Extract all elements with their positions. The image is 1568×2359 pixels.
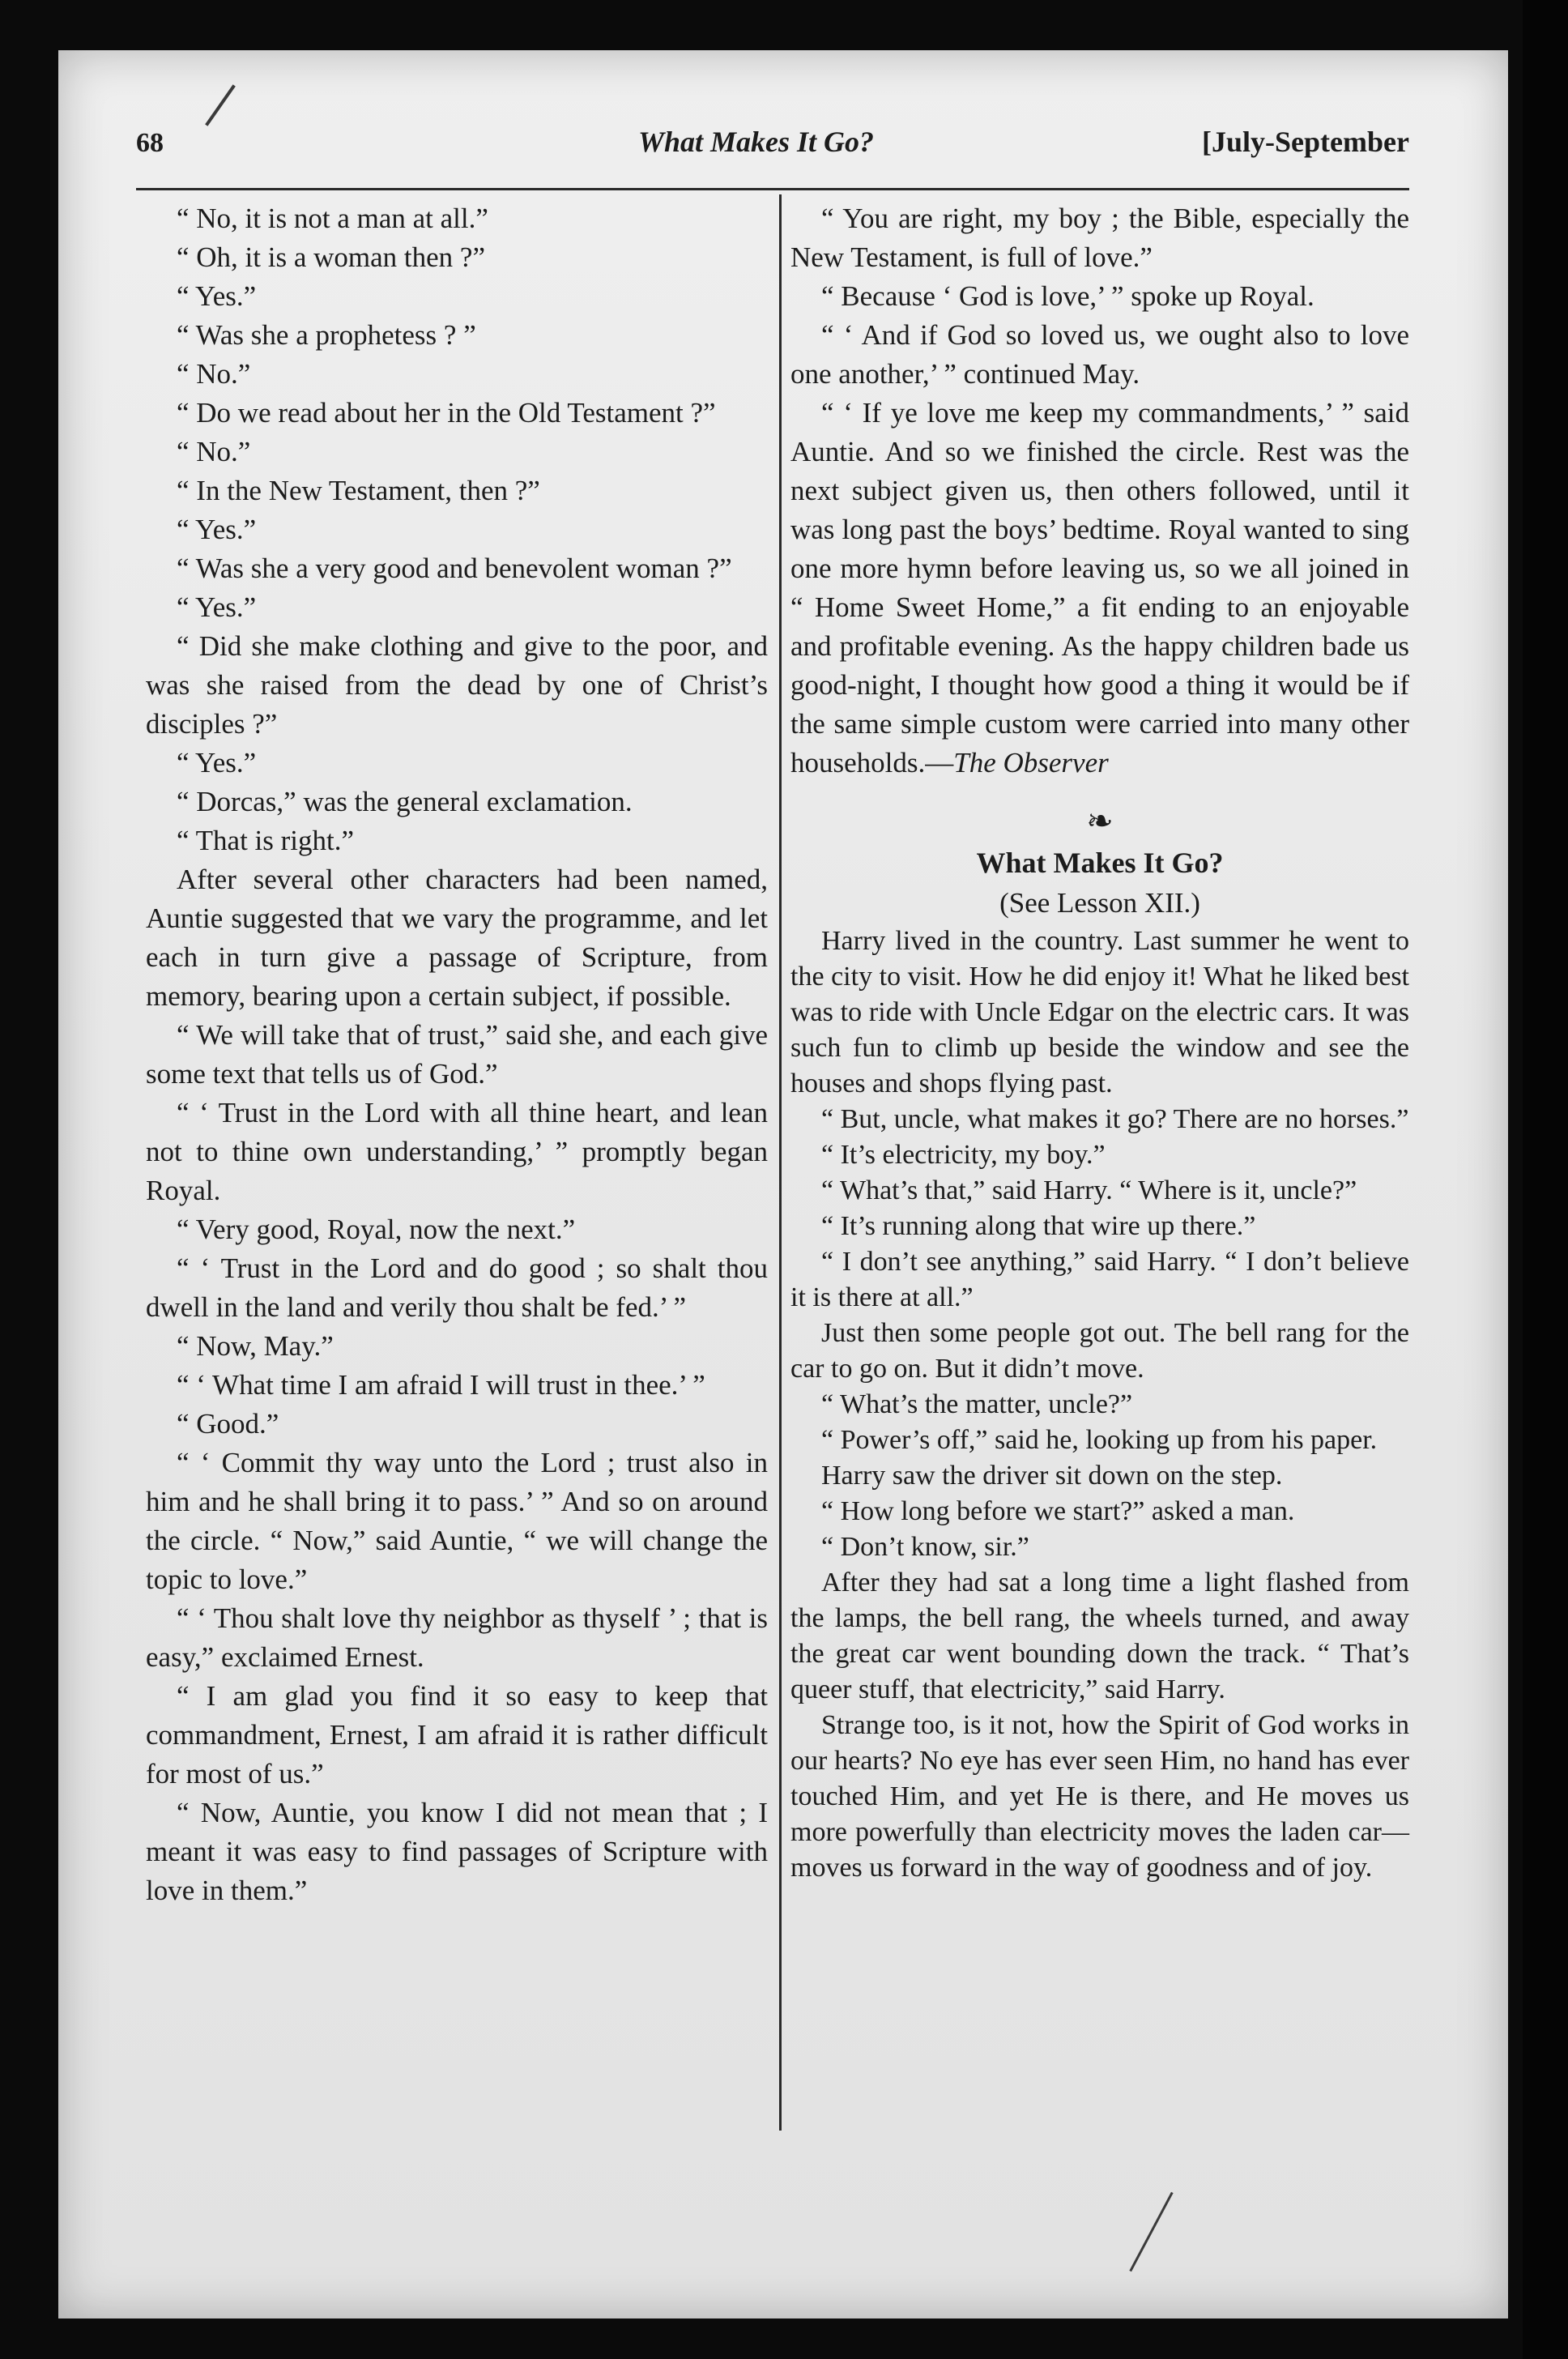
paragraph: “ Don’t know, sir.” xyxy=(821,1532,1029,1562)
paragraph: “ Yes.” xyxy=(177,514,257,545)
column-rule xyxy=(779,194,782,2131)
paragraph: “ Did she make clothing and give to the poor, and was she raised from the dead by one of Christ’s disciples ?” xyxy=(146,630,768,740)
source-credit: The Observer xyxy=(953,747,1109,779)
paragraph: “ How long before we start?” asked a man. xyxy=(821,1496,1295,1526)
paragraph: “ Good.” xyxy=(177,1408,279,1440)
paragraph: “ But, uncle, what makes it go? There are no horses.” xyxy=(821,1104,1409,1134)
paragraph: “ Do we read about her in the Old Testament ?” xyxy=(177,397,716,429)
paragraph: “ What’s the matter, uncle?” xyxy=(821,1389,1133,1419)
paragraph: “ Because ‘ God is love,’ ” spoke up Royal. xyxy=(821,280,1314,312)
header-rule xyxy=(136,188,1409,190)
running-title: What Makes It Go? xyxy=(638,126,875,158)
ornament-icon: ❧ xyxy=(1086,803,1114,839)
issue-range: [July-September xyxy=(1202,126,1409,158)
lesson-reference: (See Lesson XII.) xyxy=(999,887,1200,919)
paragraph: “ I am glad you find it so easy to keep that commandment, Ernest, I am afraid it is rather difficult for most of us.” xyxy=(146,1680,768,1790)
left-column xyxy=(146,199,768,1910)
paragraph: Just then some people got out. The bell rang for the car to go on. But it didn’t move. xyxy=(790,1318,1409,1384)
paragraph: “ That is right.” xyxy=(177,825,355,856)
paragraph: “ What’s that,” said Harry. “ Where is it, uncle?” xyxy=(821,1175,1357,1205)
paragraph-text: “ ‘ If ye love me keep my commandments,’ ” said Auntie. And so we finished the circle. Rest was the next subject given us, then others followed, until it was long past the boys’ bedtime. Royal wanted to sing one more hymn before leaving us, so we all joined in “ Home Sweet Home,” a fit ending to an enjoyable and profitable evening. As the happy children bade us good-night, I thought how good a thing it would be if the same simple custom were carried into many other households.— xyxy=(790,397,1409,779)
paragraph: “ ‘ What time I am afraid I will trust in thee.’ ” xyxy=(177,1369,705,1401)
paragraph: “ Dorcas,” was the general exclamation. xyxy=(177,786,633,817)
story-body xyxy=(790,924,1409,1886)
paragraph: Harry saw the driver sit down on the step. xyxy=(821,1461,1283,1491)
section-title: What Makes It Go? xyxy=(976,847,1224,879)
paragraph: “ ‘ Thou shalt love thy neighbor as thyself ’ ; that is easy,” exclaimed Ernest. xyxy=(146,1602,768,1673)
page-number: 68 xyxy=(136,128,164,158)
right-column xyxy=(790,199,1409,1886)
paragraph: “ Now, Auntie, you know I did not mean that ; I meant it was easy to find passages of Scripture with love in them.” xyxy=(146,1797,768,1906)
paragraph: “ Now, May.” xyxy=(177,1330,334,1362)
paragraph: “ I don’t see anything,” said Harry. “ I don’t believe it is there at all.” xyxy=(790,1247,1409,1312)
paragraph: “ Was she a very good and benevolent woman ?” xyxy=(177,552,732,584)
paragraph xyxy=(790,394,1409,783)
paragraph: “ ‘ Trust in the Lord and do good ; so shalt thou dwell in the land and verily thou shalt be fed.’ ” xyxy=(146,1252,768,1323)
paragraph: “ Yes.” xyxy=(177,280,257,312)
paragraph: “ Was she a prophetess ? ” xyxy=(177,319,476,351)
paragraph: “ No.” xyxy=(177,436,251,467)
story-section xyxy=(790,804,1409,1886)
paragraph: “ It’s electricity, my boy.” xyxy=(821,1140,1106,1170)
paragraph: Harry lived in the country. Last summer he went to the city to visit. How he did enjoy it! What he liked best was to ride with Uncle Edgar on the electric cars. It was such fun to climb up beside the window and see the houses and shops flying past. xyxy=(790,926,1409,1098)
paragraph: “ Power’s off,” said he, looking up from his paper. xyxy=(821,1425,1378,1455)
paragraph: “ Oh, it is a woman then ?” xyxy=(177,241,486,273)
paragraph: Strange too, is it not, how the Spirit of God works in our hearts? No eye has ever seen Him, no hand has ever touched Him, and yet He is there, and He moves us more powerfully than electricity moves the laden car—moves us forward in the way of goodness and of joy. xyxy=(790,1710,1409,1883)
paragraph: “ It’s running along that wire up there.” xyxy=(821,1211,1256,1241)
paragraph: “ ‘ Commit thy way unto the Lord ; trust also in him and he shall bring it to pass.’ ” And so on around the circle. “ Now,” said Auntie, “ we will change the topic to love.” xyxy=(146,1447,768,1595)
paragraph: “ ‘ And if God so loved us, we ought also to love one another,’ ” continued May. xyxy=(790,319,1409,390)
paragraph: “ No, it is not a man at all.” xyxy=(177,203,488,234)
paragraph: “ In the New Testament, then ?” xyxy=(177,475,540,506)
paragraph: After several other characters had been named, Auntie suggested that we vary the programme, and let each in turn give a passage of Scripture, from memory, bearing upon a certain subject, if possible. xyxy=(146,864,768,1012)
paragraph: “ We will take that of trust,” said she, and each give some text that tells us of God.” xyxy=(146,1019,768,1090)
paragraph: After they had sat a long time a light flashed from the lamps, the bell rang, the wheels turned, and away the great car went bounding down the track. “ That’s queer stuff, that electricity,” said Harry. xyxy=(790,1568,1409,1704)
paragraph: “ Very good, Royal, now the next.” xyxy=(177,1214,576,1245)
paragraph: “ Yes.” xyxy=(177,591,257,623)
paragraph: “ ‘ Trust in the Lord with all thine heart, and lean not to thine own understanding,’ ” promptly began Royal. xyxy=(146,1097,768,1206)
scan-edge xyxy=(1523,0,1568,2359)
paragraph: “ Yes.” xyxy=(177,747,257,779)
paragraph: “ You are right, my boy ; the Bible, especially the New Testament, is full of love.” xyxy=(790,203,1409,273)
page-header xyxy=(136,122,1409,186)
paragraph: “ No.” xyxy=(177,358,251,390)
